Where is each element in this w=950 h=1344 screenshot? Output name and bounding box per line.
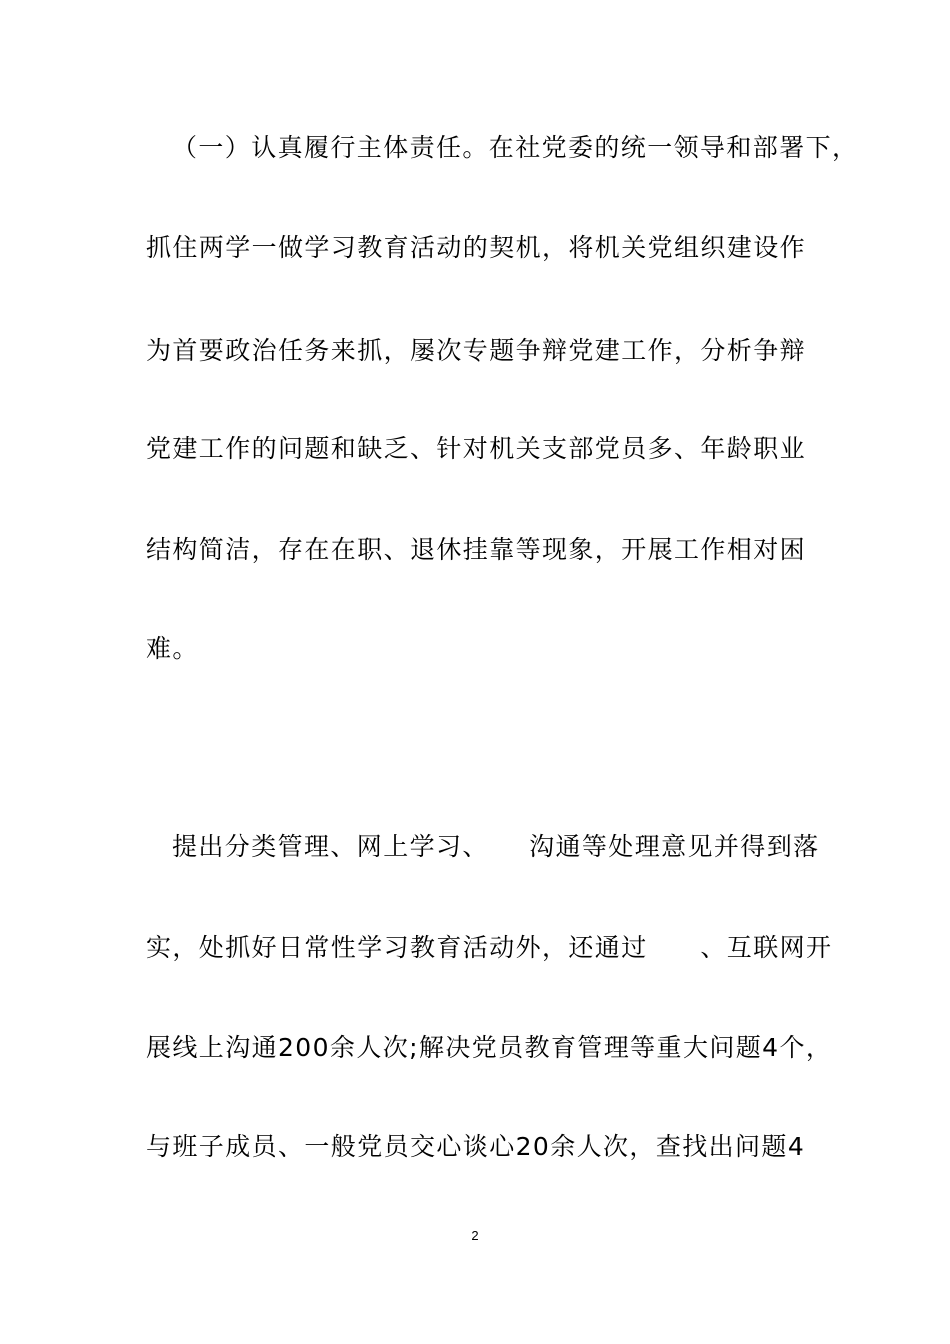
paragraph-1-line-1: （一）认真履行主体责任。在社党委的统一领导和部署下， <box>172 133 859 162</box>
paragraph-2-line-2: 实，处抓好日常性学习教育活动外，还通过 、互联网开 <box>146 933 833 962</box>
paragraph-2-line-4: 与班子成员、一般党员交心谈心20余人次，查找出问题4 <box>146 1132 806 1161</box>
page-number: 2 <box>471 1228 479 1243</box>
paragraph-1-line-2: 抓住两学一做学习教育活动的契机，将机关党组织建设作 <box>146 233 807 262</box>
paragraph-2-line-3: 展线上沟通200余人次;解决党员教育管理等重大问题4个， <box>146 1033 833 1062</box>
paragraph-1-line-3: 为首要政治任务来抓，屡次专题争辩党建工作，分析争辩 <box>146 336 807 365</box>
paragraph-1-line-5: 结构简洁，存在在职、退休挂靠等现象，开展工作相对困 <box>146 535 807 564</box>
paragraph-1-line-6: 难。 <box>146 634 199 663</box>
paragraph-2-line-1: 提出分类管理、网上学习、 沟通等处理意见并得到落 <box>172 832 820 861</box>
paragraph-1-line-4: 党建工作的问题和缺乏、针对机关支部党员多、年龄职业 <box>146 434 807 463</box>
